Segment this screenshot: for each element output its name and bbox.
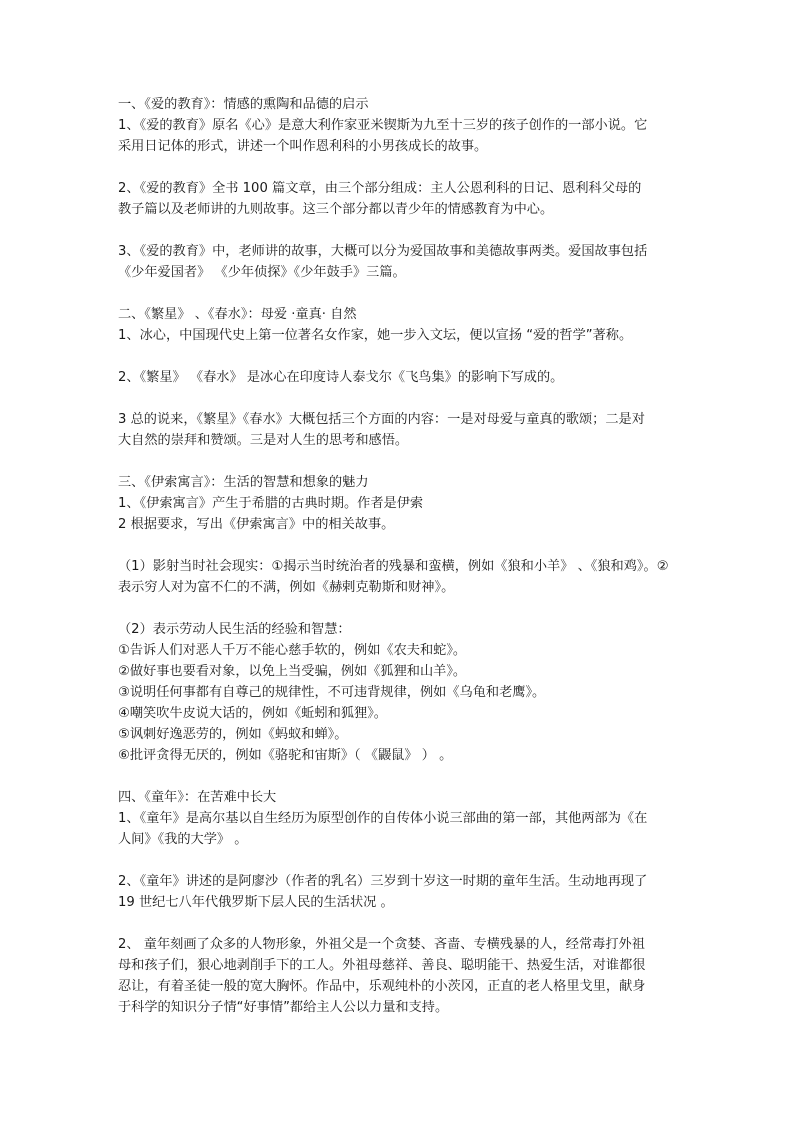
text-line: ④嘲笑吹牛皮说大话的，例如《蚯蚓和狐狸》。 [118, 706, 387, 721]
text-line: 采用日记体的形式，讲述一个叫作恩利科的小男孩成长的故事。 [118, 139, 488, 154]
paragraph-gap [118, 157, 680, 178]
text-line: 2、《繁星》 《春水》 是冰心在印度诗人泰戈尔《飞鸟集》的影响下写成的。 [118, 370, 564, 385]
text-line: 2、《爱的教育》全书 100 篇文章，由三个部分组成：主人公恩利科的日记、恩利科父母的 [118, 181, 642, 196]
text-line: 3 总的说来，《繁星》《春水》大概包括三个方面的内容：一是对母爱与童真的歌颂；二是对 [118, 412, 645, 427]
paragraph-gap [118, 346, 680, 367]
paragraph-gap [118, 535, 680, 556]
text-line: 表示穷人对为富不仁的不满，例如《赫剌克勒斯和财神》。 [118, 580, 455, 595]
text-line: 1、《爱的教育》原名《心》是意大利作家亚米锲斯为九至十三岁的孩子创作的一部小说。它 [118, 118, 648, 133]
text-line: 1、《童年》是高尔基以自生经历为原型创作的自传体小说三部曲的第一部，其他两部为《在 [118, 811, 648, 826]
text-line: 四、《童年》：在苦难中长大 [118, 790, 277, 805]
text-line: 人间》《我的大学》 。 [118, 832, 248, 847]
text-line: 《少年爱国者》 《少年侦探》《少年鼓手》三篇。 [118, 265, 406, 280]
text-line: 于科学的知识分子情“好事情”都给主人公以力量和支持。 [118, 1000, 449, 1015]
text-line: 2 根据要求，写出《伊索寓言》中的相关故事。 [118, 517, 395, 532]
text-line: （1）影射当时社会现实：①揭示当时统治者的残暴和蛮横，例如《狼和小羊》 、《狼和鸡》。② [118, 559, 669, 574]
paragraph-gap [118, 388, 680, 409]
text-line: ③说明任何事都有自尊己的规律性，不可违背规律，例如《乌龟和老鹰》。 [118, 685, 546, 700]
text-line: 大自然的崇拜和赞颂。三是对人生的思考和感悟。 [118, 433, 409, 448]
text-line: 1、《伊索寓言》产生于希腊的古典时期。作者是伊索 [118, 496, 424, 511]
paragraph-gap [118, 220, 680, 241]
text-line: 3、《爱的教育》中，老师讲的故事，大概可以分为爱国故事和美德故事两类。爱国故事包括 [118, 244, 648, 259]
text-line: ⑥批评贪得无厌的，例如《骆驼和宙斯》（ 《鼹鼠》 ） 。 [118, 748, 453, 763]
text-line: ⑤讽刺好逸恶劳的，例如《蚂蚁和蝉》。 [118, 727, 348, 742]
text-line: 2、 童年刻画了众多的人物形象，外祖父是一个贪婪、吝啬、专横残暴的人，经常毒打外祖 [118, 937, 645, 952]
text-line: （2）表示劳动人民生活的经验和智慧： [118, 622, 351, 637]
text-line: 1、冰心，中国现代史上第一位著名女作家，她一步入文坛，便以宣扬 “爱的哲学”著称。 [118, 328, 633, 343]
text-line: 19 世纪七八年代俄罗斯下层人民的生活状况 。 [118, 895, 394, 910]
text-line: ②做好事也要看对象，以免上当受骗，例如《狐狸和山羊》。 [118, 664, 467, 679]
text-line: 一、《爱的教育》：情感的熏陶和品德的启示 [118, 97, 369, 112]
paragraph-gap [118, 850, 680, 871]
text-line: 三、《伊索寓言》：生活的智慧和想象的魅力 [118, 475, 369, 490]
paragraph-gap [118, 451, 680, 472]
text-line: 母和孩子们，狠心地剥削手下的工人。外祖母慈祥、善良、聪明能干、热爱生活，对谁都很 [118, 958, 646, 973]
text-line: 忍让，有着圣徒一般的宽大胸怀。作品中，乐观纯朴的小茨冈，正直的老人格里戈里，献身 [118, 979, 646, 994]
paragraph-gap [118, 913, 680, 934]
document-body [118, 94, 680, 1018]
text-line: 二、《繁星》 、《春水》：母爱 ·童真· 自然 [118, 307, 357, 322]
text-line: 2、《童年》讲述的是阿廖沙（作者的乳名）三岁到十岁这一时期的童年生活。生动地再现了 [118, 874, 648, 889]
paragraph-gap [118, 283, 680, 304]
paragraph-gap [118, 766, 680, 787]
text-line: 教子篇以及老师讲的九则故事。这三个部分都以青少年的情感教育为中心。 [118, 202, 554, 217]
paragraph-gap [118, 598, 680, 619]
text-line: ①告诉人们对恶人千万不能心慈手软的，例如《农夫和蛇》。 [118, 643, 467, 658]
